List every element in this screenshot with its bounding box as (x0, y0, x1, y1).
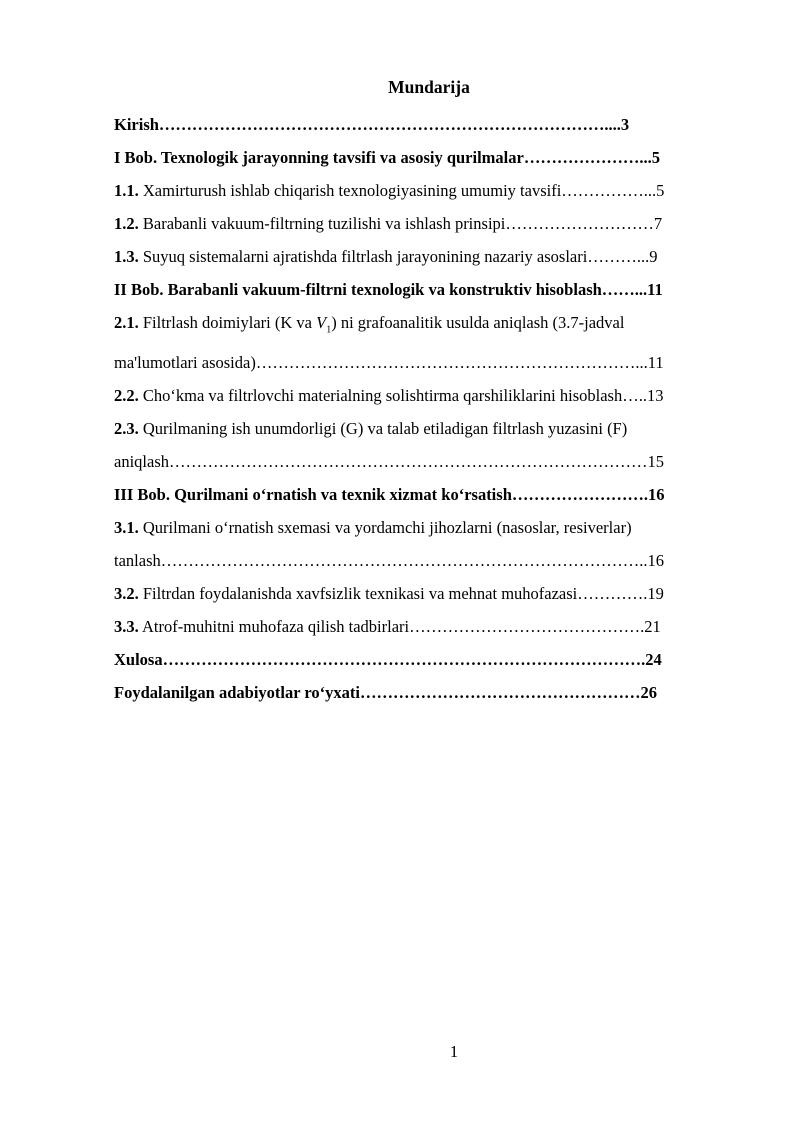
toc-entry-3-2 (114, 577, 742, 610)
toc-entry-2-1-continued (114, 346, 742, 379)
toc-entry-references (114, 676, 742, 709)
toc-entry-text: Qurilmani o‘rnatish sxemasi va yordamchi jihozlarni (nasoslar, resiverlar) (138, 518, 632, 538)
toc-entry-2-2 (114, 379, 742, 412)
page-number: 1 (449, 1042, 459, 1061)
toc-entry-text: ma'lumotlari asosida)……………………………………………………………...11 (114, 353, 664, 373)
toc-entry-2-3 (114, 412, 742, 445)
toc-entry-xulosa (114, 643, 742, 676)
toc-entry-text: II Bob. Barabanli vakuum-filtrni texnologik va konstruktiv hisoblash……...11 (114, 280, 663, 299)
toc-entry-text: Atrof-muhitni muhofaza qilish tadbirlari…………………………………….21 (138, 617, 661, 637)
toc-entry-number: 2.2. (114, 386, 139, 406)
toc-entry-kirish (114, 108, 742, 141)
toc-entry-3-1-continued (114, 544, 742, 577)
toc-entry-text: Xulosa…………………………………………………………………………….24 (114, 650, 662, 670)
toc-entry-3-1 (114, 511, 742, 544)
toc-entry-text: ) ni grafoanalitik usulda aniqlash (3.7-jadval (331, 313, 625, 332)
toc-entry-text: Filtrlash doimiylari (K va (138, 313, 317, 332)
toc-entry-2-3-continued (114, 445, 742, 478)
toc-entry-number: 2.3. (114, 419, 139, 439)
toc-entry-text: Foydalanilgan adabiyotlar ro‘yxati……………………………………………26 (114, 683, 658, 703)
toc-entry-text: Cho‘kma va filtrlovchi materialning solishtirma qarshiliklarini hisoblash…..13 (138, 386, 664, 406)
toc-entry-number: 1.1. (114, 181, 139, 200)
toc-entry-text: tanlash……………………………………………………………………………..16 (114, 551, 664, 571)
toc-entry-3-3 (114, 610, 742, 643)
toc-entry-chapter-1 (114, 141, 742, 174)
toc-entry-text: Barabanli vakuum-filtrning tuzilishi va ishlash prinsipi………………………7 (138, 214, 663, 233)
toc-entry-text: III Bob. Qurilmani o‘rnatish va texnik xizmat ko‘rsatish…………………….16 (114, 485, 665, 505)
toc-entry-text: Filtrdan foydalanishda xavfsizlik texnikasi va mehnat muhofazasi………….19 (138, 584, 664, 604)
toc-entry-number: 3.1. (114, 518, 139, 538)
toc-entry-1-1 (114, 174, 742, 207)
toc-entry-text: Xamirturush ishlab chiqarish texnologiyasining umumiy tavsifi……………...5 (138, 181, 665, 200)
toc-entry-number: 1.3. (114, 247, 139, 266)
toc-entry-number: 3.3. (114, 617, 139, 637)
toc-entry-1-2 (114, 207, 742, 240)
toc-entry-chapter-3 (114, 478, 742, 511)
table-of-contents (114, 108, 742, 709)
toc-entry-text: aniqlash……………………………………………………………………………15 (114, 452, 664, 472)
toc-entry-number: 3.2. (114, 584, 139, 604)
toc-entry-number: 1.2. (114, 214, 139, 233)
toc-entry-text: Qurilmaning ish unumdorligi (G) va talab etiladigan filtrlash yuzasini (F) (138, 419, 628, 439)
page-title: Mundarija (388, 77, 470, 97)
toc-entry-number: 2.1. (114, 313, 139, 332)
toc-entry-text: I Bob. Texnologik jarayonning tavsifi va asosiy qurilmalar…………………...5 (114, 148, 660, 167)
toc-entry-chapter-2 (114, 273, 742, 306)
toc-entry-1-3 (114, 240, 742, 273)
math-symbol: $V_1$ (316, 313, 332, 336)
toc-entry-text: Kirish………………………………………………………………………....3 (114, 115, 630, 134)
toc-entry-text: Suyuq sistemalarni ajratishda filtrlash jarayonining nazariy asoslari………...9 (138, 247, 658, 266)
toc-entry-2-1 (114, 306, 742, 346)
